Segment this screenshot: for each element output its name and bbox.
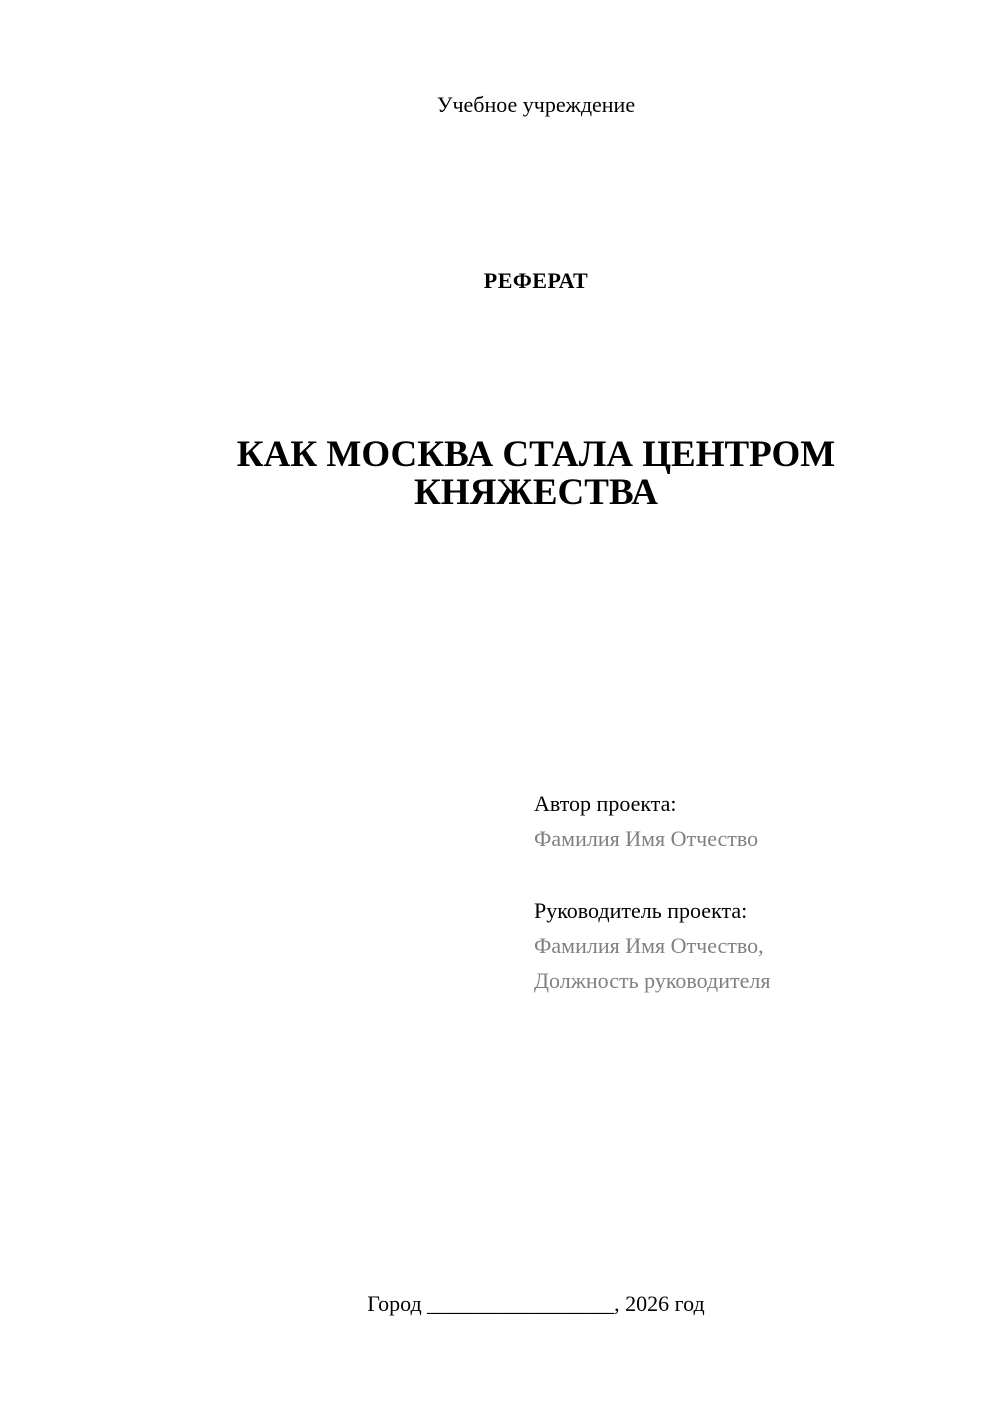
author-label: Автор проекта: <box>534 791 677 816</box>
supervisor-position: Должность руководителя <box>534 968 771 993</box>
document-title <box>0 436 1000 512</box>
supervisor-name: Фамилия Имя Отчество, <box>534 933 764 958</box>
city-year-line: Город _________________, 2026 год <box>367 1291 705 1316</box>
document-title-line-1: КАК МОСКВА СТАЛА ЦЕНТРОМ <box>236 434 836 475</box>
author-block <box>534 786 758 856</box>
supervisor-block <box>534 893 770 998</box>
supervisor-label: Руководитель проекта: <box>534 898 748 923</box>
institution-name: Учебное учреждение <box>436 92 636 117</box>
document-title-line-2: КНЯЖЕСТВА <box>413 472 659 513</box>
document-type: РЕФЕРАТ <box>483 268 589 293</box>
author-name: Фамилия Имя Отчество <box>534 826 759 851</box>
